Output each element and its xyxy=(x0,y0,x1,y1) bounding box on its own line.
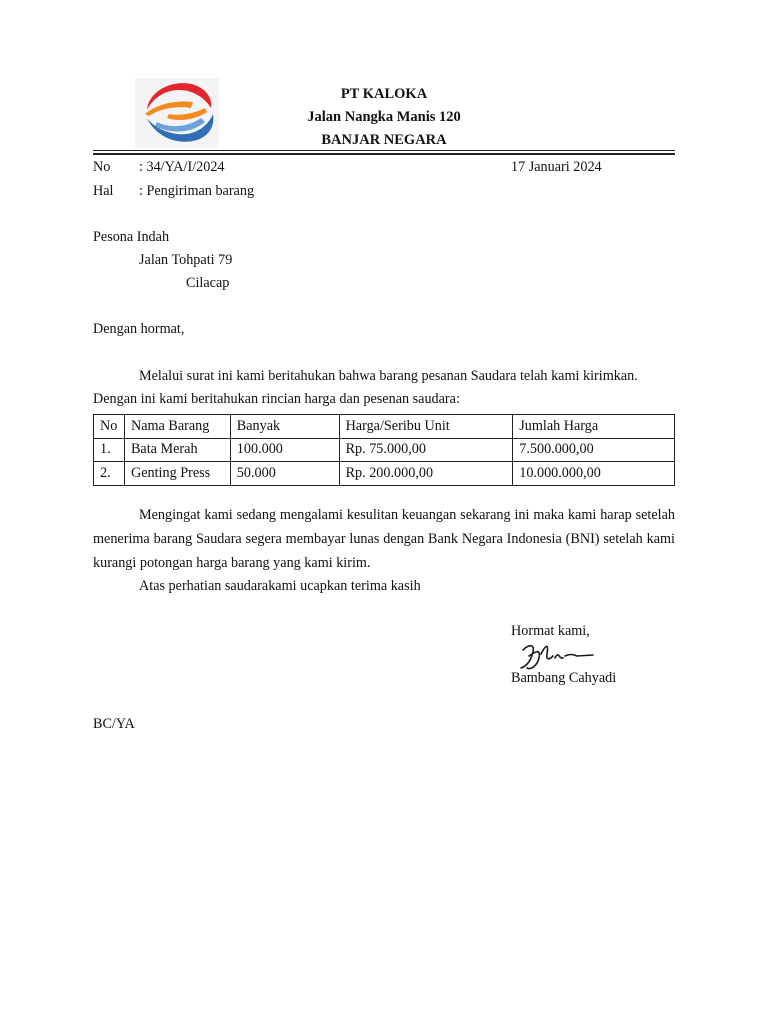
header-no: No xyxy=(94,415,125,439)
cell-item-name: Bata Merah xyxy=(124,438,230,462)
cell-total-price: 10.000.000,00 xyxy=(513,462,675,486)
header-total-price: Jumlah Harga xyxy=(513,415,675,439)
intro-line-1: Melalui surat ini kami beritahukan bahwa barang pesanan Saudara telah kami kirimkan. xyxy=(139,368,638,384)
recipient-city: Cilacap xyxy=(186,275,230,291)
body-line-2: menerima barang Saudara segera membayar lunas dengan Bank Negara Indonesia (BNI) setelah kami xyxy=(93,531,675,547)
cell-unit-price: Rp. 200.000,00 xyxy=(339,462,513,486)
recipient-street: Jalan Tohpati 79 xyxy=(139,252,233,268)
letter-date: 17 Januari 2024 xyxy=(511,159,602,175)
table-header-row xyxy=(94,415,675,439)
company-name: PT KALOKA xyxy=(340,86,428,102)
cell-item-name: Genting Press xyxy=(124,462,230,486)
cell-total-price: 7.500.000,00 xyxy=(513,438,675,462)
handwritten-signature xyxy=(515,636,605,672)
header-item-name: Nama Barang xyxy=(124,415,230,439)
cell-no: 1. xyxy=(94,438,125,462)
order-table xyxy=(93,414,675,486)
salutation: Dengan hormat, xyxy=(93,321,185,337)
table-row xyxy=(94,462,675,486)
letter-subject-label: Hal xyxy=(93,183,114,199)
cell-quantity: 100.000 xyxy=(230,438,339,462)
letter-subject-value: : Pengiriman barang xyxy=(139,183,255,199)
cell-quantity: 50.000 xyxy=(230,462,339,486)
company-street: Jalan Nangka Manis 120 xyxy=(307,109,461,125)
letterhead-rule-thick xyxy=(93,153,675,155)
recipient-name: Pesona Indah xyxy=(93,229,170,245)
body-line-1: Mengingat kami sedang mengalami kesulitan keuangan sekarang ini maka kami harap setelah xyxy=(139,507,675,523)
closing-line: Atas perhatian saudarakami ucapkan terima kasih xyxy=(139,578,421,594)
table-row xyxy=(94,438,675,462)
header-quantity: Banyak xyxy=(230,415,339,439)
signatory-name: Bambang Cahyadi xyxy=(511,670,617,686)
body-line-3: kurangi potongan harga barang yang kami kirim. xyxy=(93,555,371,571)
reference-initials: BC/YA xyxy=(93,716,135,732)
cell-unit-price: Rp. 75.000,00 xyxy=(339,438,513,462)
letterhead-rule-thin xyxy=(93,150,675,151)
letter-number-label: No xyxy=(93,159,111,175)
intro-line-2: Dengan ini kami beritahukan rincian harga dan pesenan saudara: xyxy=(93,391,460,407)
letter-number-value: : 34/YA/I/2024 xyxy=(139,159,225,175)
company-city: BANJAR NEGARA xyxy=(321,132,447,148)
signature-greeting: Hormat kami, xyxy=(511,623,590,639)
header-unit-price: Harga/Seribu Unit xyxy=(339,415,513,439)
cell-no: 2. xyxy=(94,462,125,486)
